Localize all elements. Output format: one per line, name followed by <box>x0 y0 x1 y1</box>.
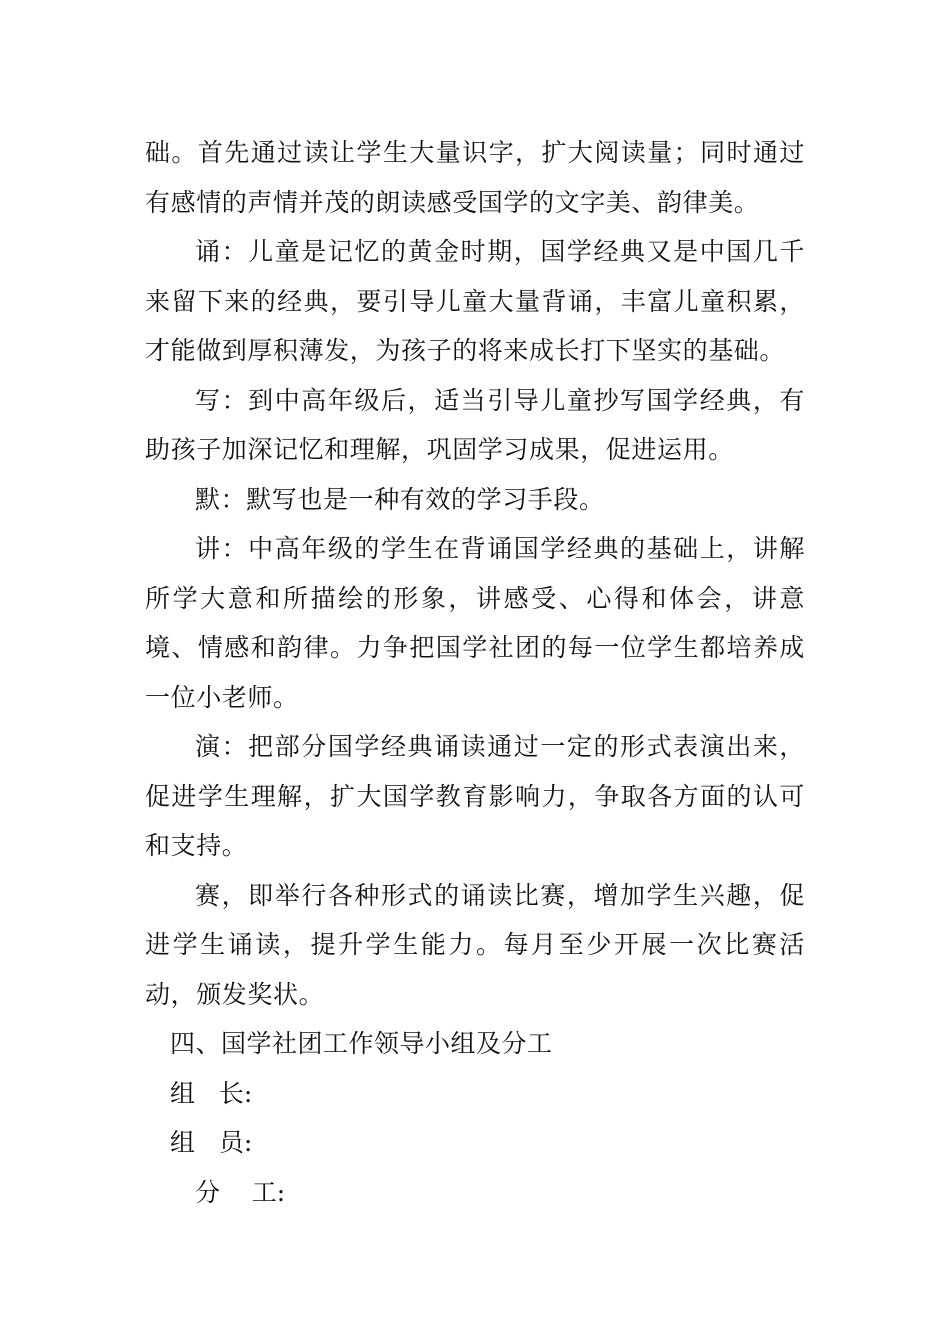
paragraph-dictation: 默：默写也是一种有效的学习手段。 <box>195 484 605 514</box>
paragraph-continued: 础。首先通过读让学生大量识字，扩大阅读量；同时通过有感情的声情并茂的朗读感受国学的文字美、韵律美。 <box>145 138 805 217</box>
staff-division-line: 分 工: <box>195 1177 286 1207</box>
paragraph-write: 写：到中高年级后，适当引导儿童抄写国学经典，有助孩子加深记忆和理解，巩固学习成果，促进运用。 <box>145 385 805 464</box>
staff-members-line: 组 员: <box>170 1128 253 1157</box>
section-heading: 四、国学社团工作领导小组及分工 <box>170 1029 553 1058</box>
paragraph-perform: 演：把部分国学经典诵读通过一定的形式表演出来，促进学生理解，扩大国学教育影响力，争取各方面的认可和支持。 <box>145 732 805 860</box>
document-body <box>145 128 805 1217</box>
paragraph-compete: 赛，即举行各种形式的诵读比赛，增加学生兴趣，促进学生诵读，提升学生能力。每月至少开展一次比赛活动，颁发奖状。 <box>145 880 805 1009</box>
paragraph-recite: 诵：儿童是记忆的黄金时期，国学经典又是中国几千来留下来的经典，要引导儿童大量背诵，丰富儿童积累，才能做到厚积薄发，为孩子的将来成长打下坚实的基础。 <box>145 237 805 365</box>
staff-leader-line: 组 长: <box>170 1078 253 1108</box>
paragraph-explain: 讲：中高年级的学生在背诵国学经典的基础上，讲解所学大意和所描绘的形象，讲感受、心得和体会，讲意境、情感和韵律。力争把国学社团的每一位学生都培养成一位小老师。 <box>145 534 805 712</box>
